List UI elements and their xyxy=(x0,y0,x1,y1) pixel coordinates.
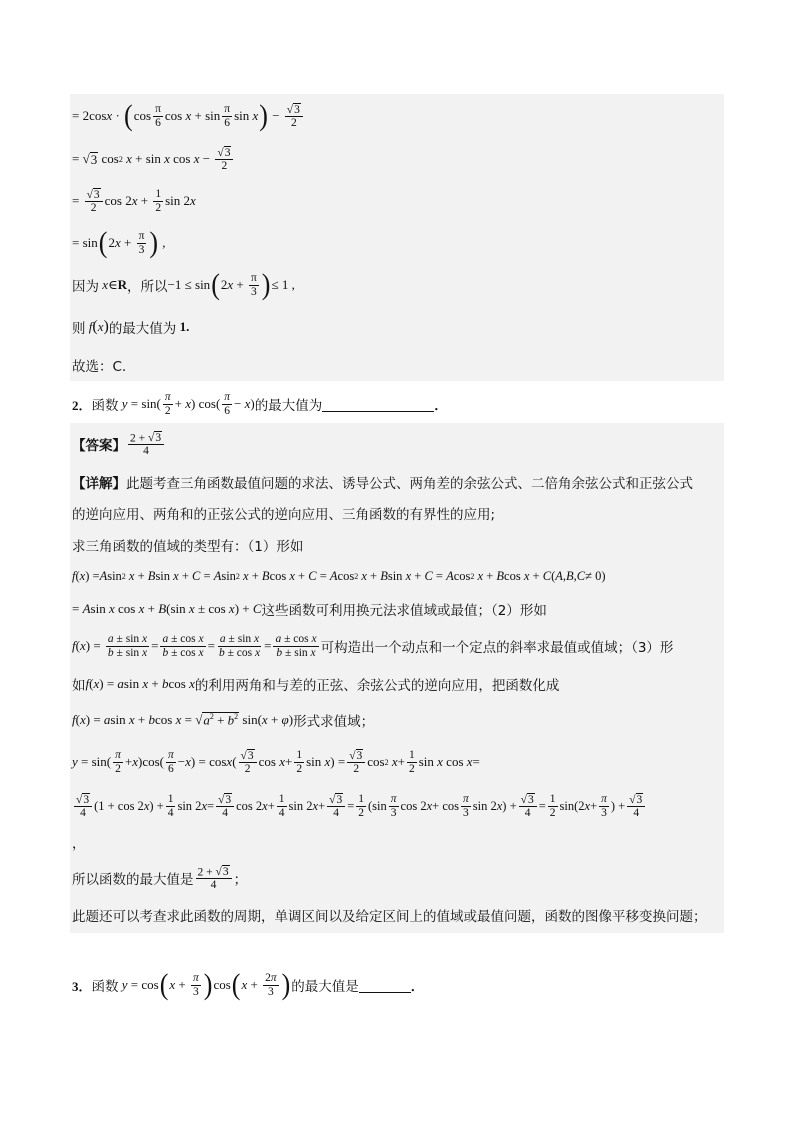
max-text: 的最大值为 xyxy=(108,321,177,337)
detail-formula-4: f ( x ) = A sin 2 x + B sin x + C = A sin 2 x + B cos x + C = A cos 2 x + B sin x + C = A cos 2 x + B cos x + C ( A , B , C ≠ 0) xyxy=(72,568,606,583)
detail-line-2: 的逆向应用、两角和的正弦公式的逆向应用、三角函数的有界性的应用; xyxy=(72,507,496,523)
detail-text-11-end: ； xyxy=(233,872,248,888)
prev-step-6: 则 f(x) 的最大值为 1. xyxy=(72,318,190,337)
detail-line-5: = Asin x cos x + B(sin x ± cos x) + C 这些函数可利用换元法求值域或最值；（2）形如 xyxy=(72,601,547,619)
detail-text-7a: 如 xyxy=(72,678,86,694)
prev-step-3: = √ 3 2 cos 2 x + $\frac{1}{2}$ sin 2 x xyxy=(72,188,196,215)
detail-line-7: 如 f(x) = asin x + bcos x 的利用两角和与差的正弦、余弦公式的逆向应用，把函数化成 xyxy=(72,676,560,694)
detail-text-5: 这些函数可利用换元法求值域或最值；（2）形如 xyxy=(261,603,547,619)
detail-text-11: 所以函数的最大值是 xyxy=(72,872,194,888)
question-suffix: 的最大值为 xyxy=(254,398,323,414)
detail-text-6: 可构造出一个动点和一个定点的斜率求最值或值域；（3）形 xyxy=(320,640,674,656)
detail-text-7b: 的利用两角和与差的正弦、余弦公式的逆向应用，把函数化成 xyxy=(194,678,560,694)
detail-label: 【详解】 xyxy=(72,476,126,492)
detail-line-3: 求三角函数的值域的类型有：（1）形如 xyxy=(72,539,304,555)
question-number-3: 3． xyxy=(72,978,92,994)
then-text: 则 xyxy=(72,321,86,337)
so-text: ，所以 xyxy=(127,279,168,295)
question-prefix-3: 函数 xyxy=(91,979,119,995)
question-number: 2． xyxy=(72,397,92,413)
detail-comma: ， xyxy=(72,836,86,852)
detail-text-8: 形式求值域； xyxy=(293,714,375,730)
question-prefix: 函数 xyxy=(91,398,119,414)
max-value: 1. xyxy=(179,319,190,334)
question-end: ． xyxy=(434,398,448,414)
detail-line-12: 此题还可以考查求此函数的周期，单调区间以及给定区间上的值域或最值问题，函数的图像平移变换问题； xyxy=(72,909,707,925)
question-suffix-3: 的最大值是 xyxy=(291,979,359,995)
answer-blank[interactable] xyxy=(322,397,434,412)
question-2: 2． 函数 y = sin( $\frac{\pi}{2}$ + x) cos( $\frac{\pi}{6}$ − x) 的最大值为 ． xyxy=(72,391,448,417)
question-end-3: ． xyxy=(410,979,425,995)
question-3: 3． 函数 y = cos ( x + $\frac{\pi}{3}$ ) cos ( x + $\frac{2\pi}{3}$ ) 的最大值是 ． xyxy=(72,967,425,1002)
prev-step-7: 故选：C. xyxy=(72,359,127,375)
prev-step-2: = √ 3 cos 2 x + sin x cos x − √ 3 2 xyxy=(72,141,235,177)
detail-formula-10: √ 3 4 (1 + cos 2 x ) + $\frac{1}{4}$ sin 2 x = √ 3 4 cos 2 x + $\frac{1}{4}$ sin 2 x + √ 3 4 = $\frac{1}{2}$ (sin $\frac{\pi}{3}$ cos 2 x + cos $\frac{\pi}{3}$ sin 2 x ) + √ 3 4 = $\frac{1}{2}$ sin(2 x + $\frac{\pi}{3}$ ) + √ 3 4 xyxy=(72,786,647,826)
detail-formula-9: y = sin( $\frac{\pi}{2}$ + x )cos( $\frac{\pi}{6}$ − x ) = cos x ( √ 3 2 cos x + $\frac{1}{2}$ sin x ) = √ 3 2 cos 2 x + $\frac{1}{2}$ sin x cos x = xyxy=(72,749,480,776)
detail-line-11: 所以函数的最大值是 2 + √ 3 4 ； xyxy=(72,865,248,892)
detail-line-8: f(x) = asin x + bcos x = √ $a^2 + b^2$ sin(x + φ) 形式求值域； xyxy=(72,712,375,730)
detail-line-1 xyxy=(72,471,693,493)
because-text: 因为 xyxy=(72,279,99,295)
prev-step-5: 因为 x∈R ，所以 −1 ≤ sin ( 2x + $\frac{\pi}{3}$ ) ≤ 1 , xyxy=(72,267,295,302)
detail-line-6: f(x) = $\frac{\text{a ± sin x}}{\text{b ± sin x}}$ = $\frac{\text{a ± cos x}}{\text{b ± cos x}}$ = $\frac{\text{a ± sin x}}{\text{b ± cos x}}$ = $\frac{\text{a ± cos x}}{\text{b ± sin x}}$ 可构造出一个动点和一个定点的斜率求最值或值域；（3）形 xyxy=(72,633,674,659)
prev-step-1: = 2cos x · ( cos $\frac{\pi}{6}$ cos x + sin $\frac{\pi}{6}$ sin x ) − √ 3 2 xyxy=(72,98,305,134)
answer-blank-3[interactable] xyxy=(359,978,411,993)
detail-text-1: 此题考查三角函数最值问题的求法、诱导公式、两角差的余弦公式、二倍角余弦公式和正弦公式 xyxy=(126,476,693,492)
answer-label: 【答案】 xyxy=(72,438,126,454)
answer-line: 【答案】 2 + √ 3 4 xyxy=(72,426,166,462)
prev-step-4: = sin ( 2 x + $\frac{\pi}{3}$ ) , xyxy=(72,225,166,260)
